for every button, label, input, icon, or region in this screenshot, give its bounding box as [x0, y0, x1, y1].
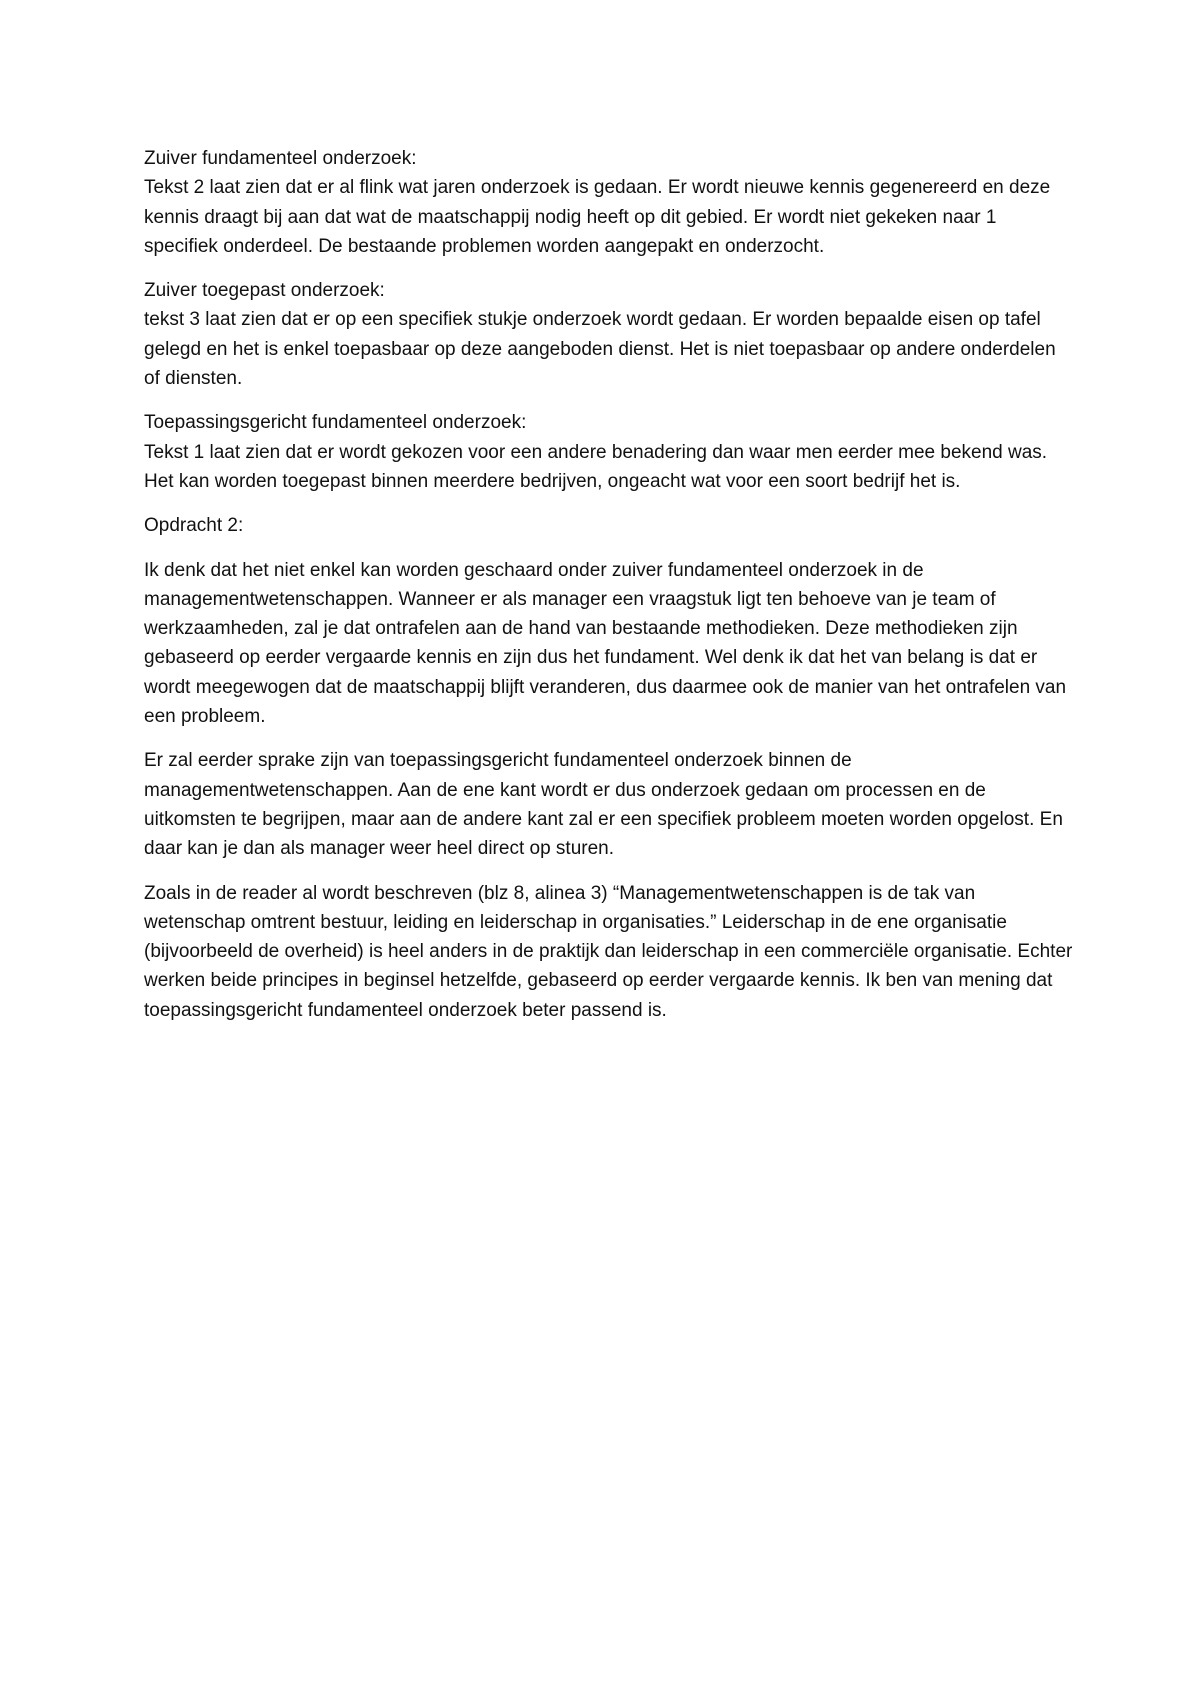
paragraph-text: Ik denk dat het niet enkel kan worden geschaard onder zuiver fundamenteel onderzoek in de managementwetenschappen. Wanneer er als manager een vraagstuk ligt ten behoeve van je team of werkzaamheden, zal je dat ontrafelen aan de hand van bestaande methodieken. Deze methodieken zijn gebaseerd op eerder vergaarde kennis en zijn dus het fundament. Wel denk ik dat het van belang is dat er wordt meegewogen dat de maatschappij blijft veranderen, dus daarmee ook de manier van het ontrafelen van een probleem. [144, 559, 1067, 728]
section-toepassingsgericht [144, 408, 1074, 496]
section-heading: Zuiver toegepast onderzoek: [144, 280, 385, 302]
document-page [144, 144, 1074, 1040]
section-body: tekst 3 laat zien dat er op een specifiek stukje onderzoek wordt gedaan. Er worden bepaalde eisen op tafel gelegd en het is enkel toepasbaar op deze aangeboden dienst. Het is niet toepasbaar op andere onderdelen of diensten. [144, 309, 1056, 390]
paragraph-1 [144, 556, 1074, 732]
section-body: Tekst 2 laat zien dat er al flink wat jaren onderzoek is gedaan. Er wordt nieuwe kennis gegenereerd en deze kennis draagt bij aan dat wat de maatschappij nodig heeft op dit gebied. Er wordt niet gekeken naar 1 specifiek onderdeel. De bestaande problemen worden aangepakt en onderzocht. [144, 177, 1051, 257]
paragraph-text: Zoals in de reader al wordt beschreven (blz 8, alinea 3) “Managementwetenschappen is de tak van wetenschap omtrent bestuur, leiding en leiderschap in organisaties.” Leiderschap in de ene organisatie (bijvoorbeeld de overheid) is heel anders in de praktijk dan leiderschap in een commerciële organisatie. Echter werken beide principes in beginsel hetzelfde, gebaseerd op eerder vergaarde kennis. Ik ben van mening dat toepassingsgericht fundamenteel onderzoek beter passend is. [144, 882, 1073, 1021]
paragraph-2 [144, 746, 1074, 863]
section-heading: Zuiver fundamenteel onderzoek: [144, 148, 417, 169]
section-zuiver-fundamenteel [144, 144, 1074, 261]
paragraph-text: Er zal eerder sprake zijn van toepassingsgericht fundamenteel onderzoek binnen de managementwetenschappen. Aan de ene kant wordt er dus onderzoek gedaan om processen en de uitkomsten te begrijpen, maar aan de andere kant zal er een specifiek probleem moeten worden opgelost. En daar kan je dan als manager weer heel direct op sturen. [144, 750, 1063, 860]
paragraph-3 [144, 879, 1074, 1025]
section-body: Tekst 1 laat zien dat er wordt gekozen voor een andere benadering dan waar men eerder mee bekend was. Het kan worden toegepast binnen meerdere bedrijven, ongeacht wat voor een soort bedrijf het is. [144, 441, 1048, 492]
section-heading: Toepassingsgericht fundamenteel onderzoek: [144, 412, 527, 434]
assignment-heading: Opdracht 2: [144, 515, 244, 537]
assignment-heading-block [144, 511, 1074, 540]
section-zuiver-toegepast [144, 276, 1074, 393]
